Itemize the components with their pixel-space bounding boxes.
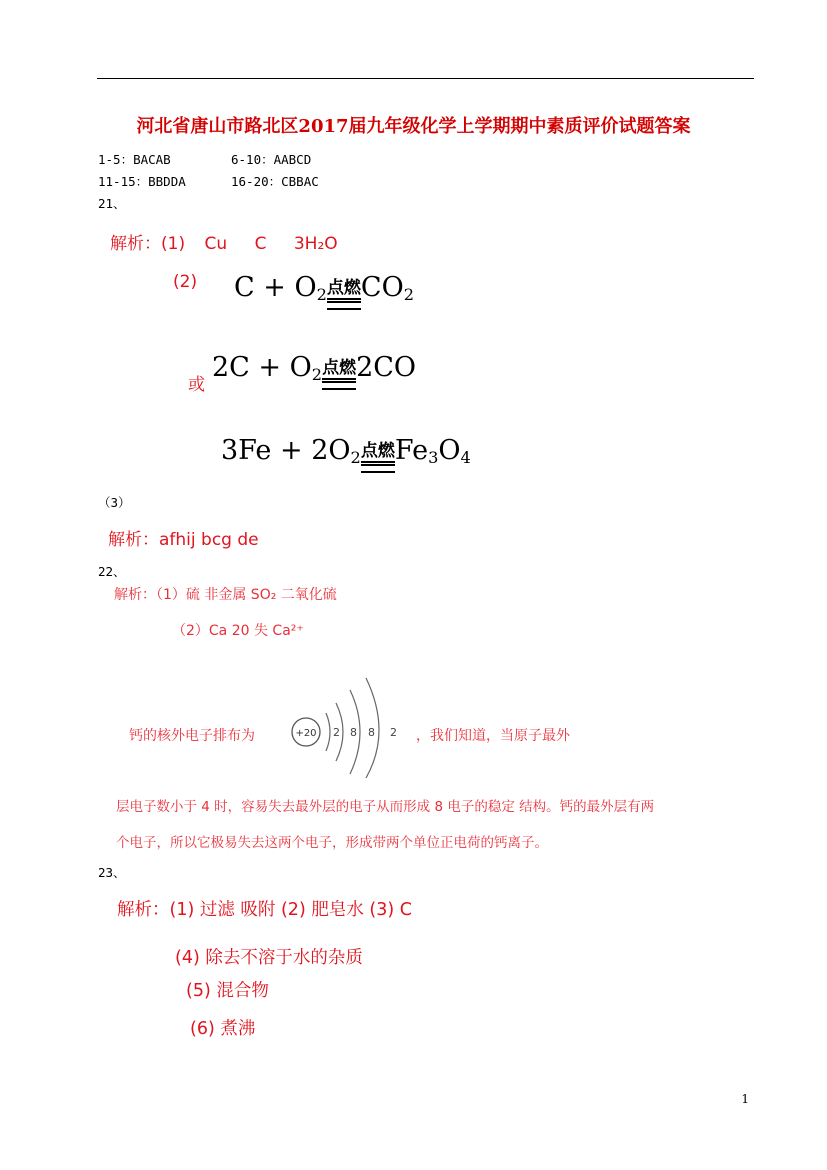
eq2-cond-text: 点燃 <box>322 358 357 379</box>
q21-item-c: C <box>254 234 267 254</box>
q21-p3-text: 解析：afhij bcg de <box>108 530 259 550</box>
q23-line2: (4) 除去不溶于水的杂质 <box>175 948 363 968</box>
q21-p1 <box>110 229 338 254</box>
shell-1-count: 2 <box>333 726 340 739</box>
eq1-cond-text: 点燃 <box>326 278 361 299</box>
eq3-rsub1: 3 <box>428 448 439 468</box>
answers-16-20: 16-20：CBBAC <box>231 174 319 189</box>
header-rule <box>97 78 754 79</box>
answers-11-15: 11-15：BBDDA <box>98 174 186 189</box>
q21-or: 或 <box>188 375 205 395</box>
q21-item-h2o: 3H₂O <box>293 234 338 254</box>
calcium-atom-diagram <box>288 668 408 778</box>
eq3-sub: 2 <box>350 448 361 468</box>
shell-2-count: 8 <box>350 726 357 739</box>
q22-para1: 层电子数小于 4 时，容易失去最外层的电子从而形成 8 电子的稳定 结构。钙的最外层有两 <box>116 799 655 815</box>
q22-para2: 个电子，所以它极易失去这两个电子，形成带两个单位正电荷的钙离子。 <box>116 835 548 851</box>
eq3-lhs: 3Fe + 2O <box>221 435 351 466</box>
eq1-rsub: 2 <box>403 285 415 305</box>
q22-line2: （2）Ca 20 失 Ca²⁺ <box>172 623 304 639</box>
eq3-rhs2: O <box>438 435 461 466</box>
shell-4-count: 2 <box>390 726 397 739</box>
q23-label: 23、 <box>98 865 126 880</box>
q23-line4: (6) 煮沸 <box>190 1019 256 1039</box>
eq3-cond-text: 点燃 <box>360 441 395 462</box>
q22-label: 22、 <box>98 564 126 579</box>
answers-1-5: 1-5：BACAB <box>98 152 171 167</box>
q21-p1-prefix: 解析：(1) <box>110 234 186 254</box>
eq1-sub: 2 <box>316 285 327 305</box>
eq2-sub: 2 <box>311 365 323 385</box>
eq2-condition <box>322 353 356 378</box>
q23-line1: 解析：(1) 过滤 吸附 (2) 肥皂水 (3) C <box>117 900 412 920</box>
eq1-equals-bars <box>327 298 361 310</box>
eq1-rhs: CO <box>360 272 404 303</box>
page-title: 河北省唐山市路北区2017届九年级化学上学期期中素质评价试题答案 <box>136 116 691 137</box>
eq2-equals-bars <box>322 378 356 390</box>
q21-item-cu: Cu <box>204 234 228 254</box>
eq3-rsub2: 4 <box>460 448 471 468</box>
shell-3-count: 8 <box>368 726 375 739</box>
nucleus-charge: +20 <box>295 728 317 739</box>
q22-line1: 解析：（1）硫 非金属 SO₂ 二氧化硫 <box>114 587 337 603</box>
eq1-lhs: C + O <box>234 272 317 303</box>
equation-2 <box>212 352 416 384</box>
eq3-condition <box>361 436 395 461</box>
equation-1 <box>234 272 414 304</box>
shell-arc-1 <box>326 713 330 751</box>
q23-line3: (5) 混合物 <box>186 981 269 1001</box>
q21-p2-num: (2) <box>173 272 198 292</box>
q21-p3-num: （3） <box>98 495 131 510</box>
diagram-prefix: 钙的核外电子排布为 <box>129 728 255 744</box>
page-number: 1 <box>741 1092 749 1106</box>
eq1-condition <box>327 273 361 298</box>
eq2-rhs: 2CO <box>356 352 417 383</box>
equation-3 <box>221 435 471 467</box>
answers-6-10: 6-10：AABCD <box>231 152 312 167</box>
diagram-suffix: ，我们知道，当原子最外 <box>416 728 570 744</box>
q21-label: 21、 <box>98 196 126 211</box>
eq2-lhs: 2C + O <box>212 352 312 383</box>
eq3-equals-bars <box>361 461 395 473</box>
eq3-rhs1: Fe <box>394 435 429 466</box>
